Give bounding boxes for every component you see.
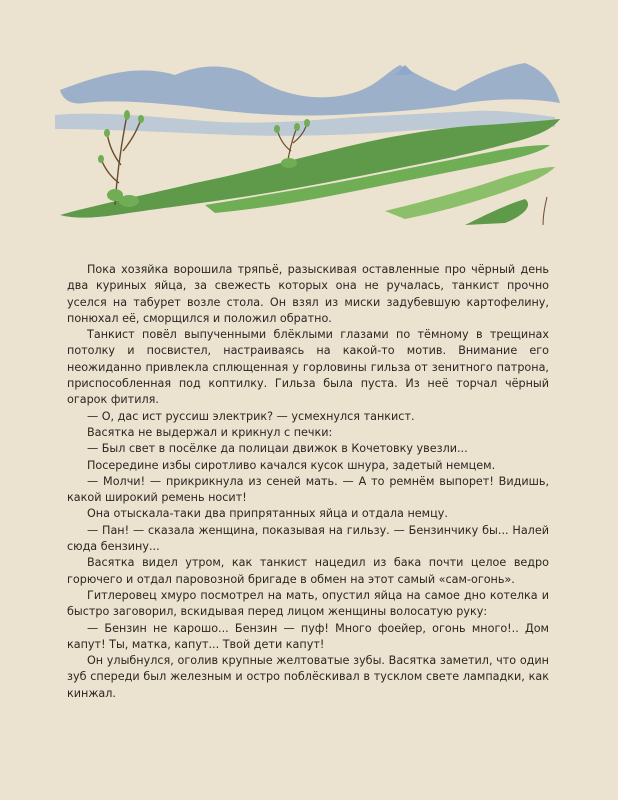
paragraph: — О, дас ист руссиш электрик? — усмехнулся танкист. (87, 409, 415, 423)
paragraph: — Бензин не карошо... Бензин — пуф! Много фоейер, огонь много!.. Дом капут! Ты, матка, капут... Твой дети капут! (67, 621, 549, 651)
story-text (67, 262, 549, 702)
paragraph: Танкист повёл выпученными блёклыми глазами по тёмному в трещинах потолку и посвистел, настраиваясь на какой-то мотив. Внимание его неожиданно привлекла сплющенная у горловины гильза от зенитного патрона, приспособленная под коптилку. Гильза была пуста. Из неё торчал чёрный огарок фитиля. (67, 328, 549, 407)
paragraph: Гитлеровец хмуро посмотрел на мать, опустил яйца на самое дно котелка и быстро заговорил, вскидывая перед лицом женщины волосатую руку: (67, 588, 549, 619)
landscape-svg (55, 55, 570, 235)
grass-streak-far (465, 199, 528, 225)
paragraph: Посередине избы сиротливо качался кусок шнура, задетый немцем. (87, 458, 496, 472)
paragraph: Васятка видел утром, как танкист нацедил из бака почти целое ведро горючего и отдал паровозной бригаде в обмен на этот самый «сам-огонь». (67, 556, 549, 586)
sky-wash (60, 63, 560, 116)
landscape-illustration (55, 55, 570, 235)
paragraph: — Молчи! — прикрикнула из сеней мать. — А то ремнём выпорет! Видишь, какой широкий ремень носит! (67, 474, 549, 505)
paragraph: — Был свет в посёлке да полицаи движок в Кочетовку увезли... (87, 442, 468, 456)
paragraph: Она отыскала-таки два припрятанных яйца и отдала немцу. (87, 507, 448, 521)
paragraph: Он улыбнулся, оголив крупные желтоватые зубы. Васятка заметил, что один зуб спереди был железным и остро поблёскивал в тусклом свете лампадки, как кинжал. (67, 654, 549, 700)
paragraph: Пока хозяйка ворошила тряпьё, разыскивая оставленные про чёрный день два куриных яйца, за свежесть которых она не ручалась, танкист прочно уселся на табурет возле стола. Он взял из миски задубевшую картофелину, понюхал её, сморщился и положил обратно. (67, 263, 549, 325)
paragraph: Васятка не выдержал и крикнул с печки: (87, 425, 333, 439)
sapling-right (543, 197, 547, 225)
paragraph: — Пан! — сказала женщина, показывая на гильзу. — Бензинчику бы... Налей сюда бензину... (67, 523, 549, 554)
